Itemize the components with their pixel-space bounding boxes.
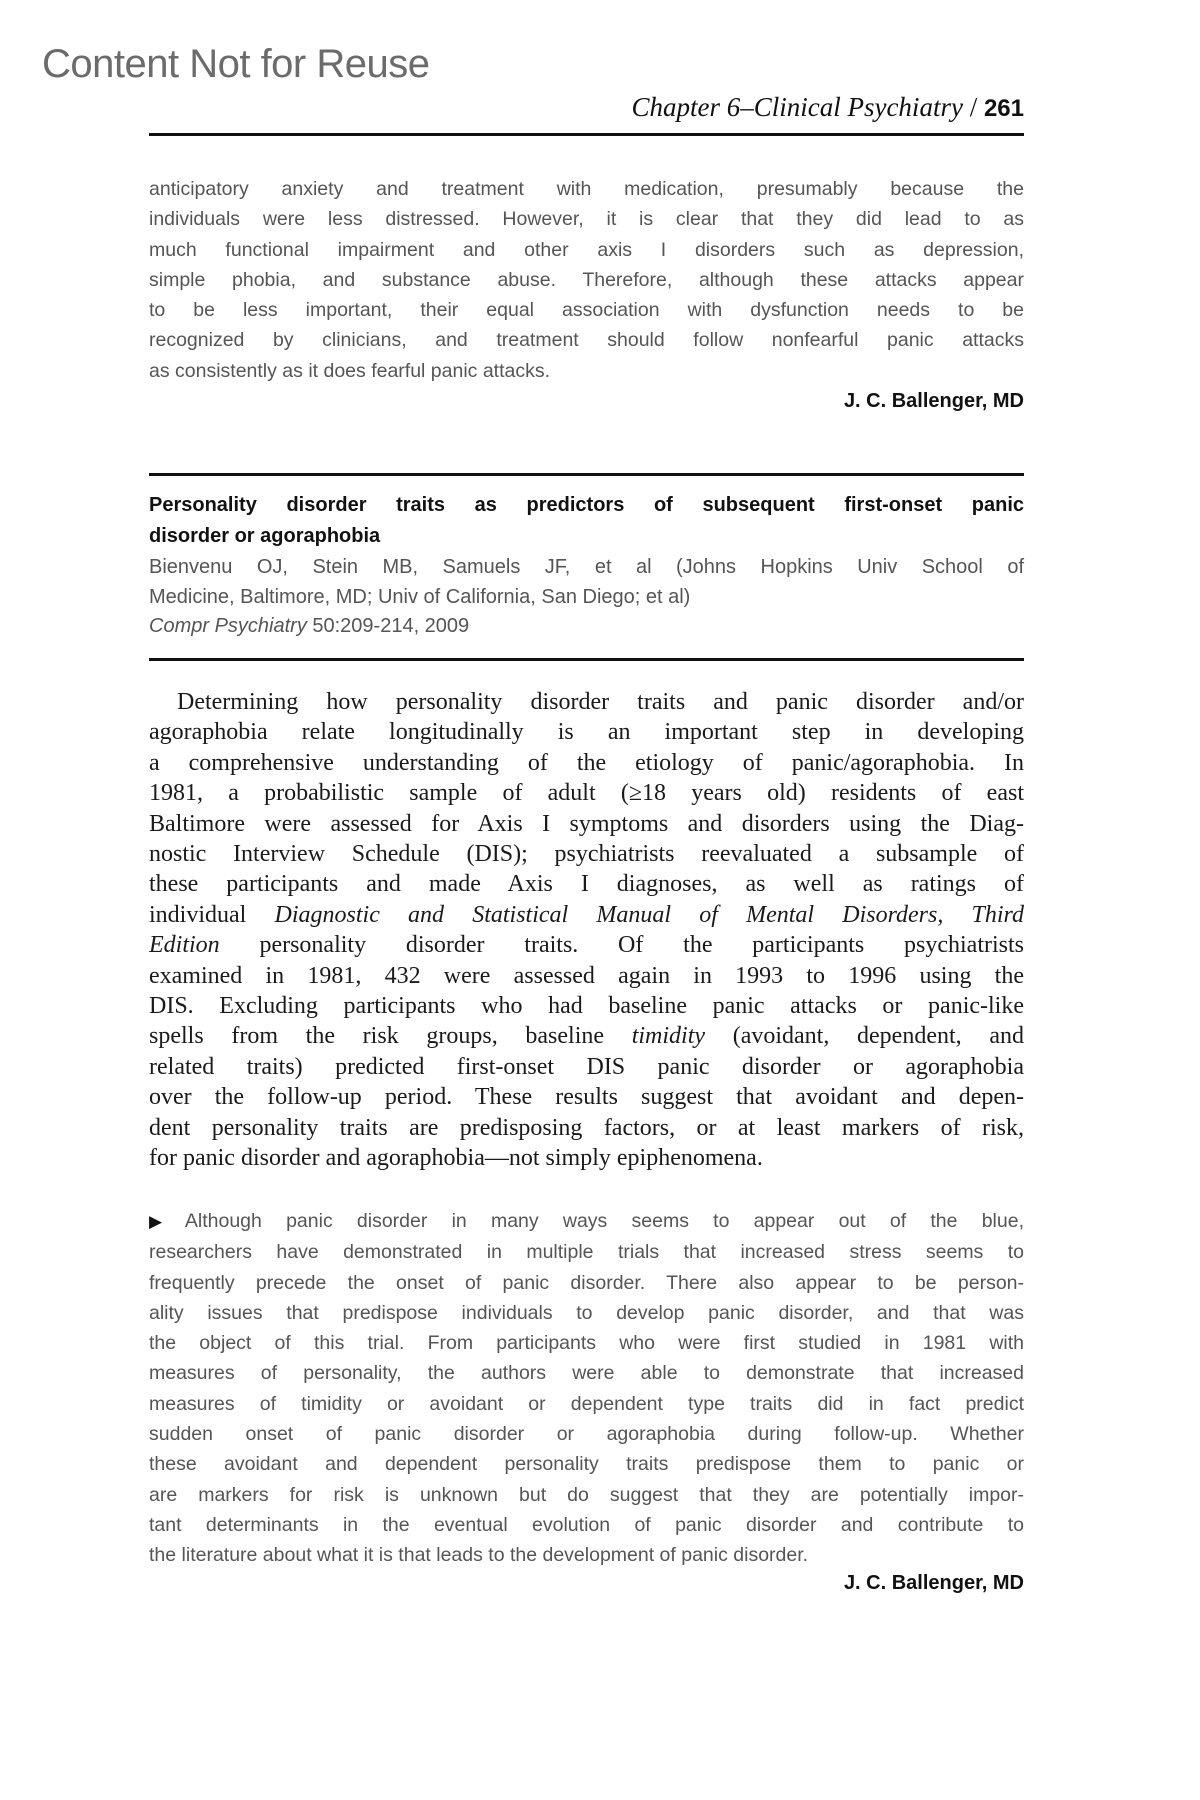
article-abstract bbox=[149, 687, 1024, 1174]
abstract-line bbox=[149, 839, 1024, 869]
text-line: to be less important, their equal association with dysfunction needs to be bbox=[149, 299, 1024, 322]
text: individual bbox=[149, 901, 275, 928]
text: for panic disorder and agoraphobia—not simply epiphenomena. bbox=[149, 1145, 763, 1172]
text: Baltimore were assessed for Axis I symptoms and disorders using the Diag- bbox=[149, 810, 1024, 837]
abstract-line bbox=[149, 1052, 1024, 1082]
running-head bbox=[631, 92, 1024, 123]
separator: / bbox=[962, 92, 984, 122]
abstract-line bbox=[149, 1082, 1024, 1112]
text: Determining how personality disorder traits and panic disorder and/or bbox=[177, 689, 1024, 715]
text-line: recognized by clinicians, and treatment should follow nonfearful panic attacks bbox=[149, 329, 1024, 352]
text: (avoidant, dependent, and bbox=[705, 1023, 1024, 1050]
abstract-line bbox=[149, 748, 1024, 778]
author-line: Medicine, Baltimore, MD; Univ of California, San Diego; et al) bbox=[149, 585, 691, 608]
author-line: Bienvenu OJ, Stein MB, Samuels JF, et al (Johns Hopkins Univ School of bbox=[149, 556, 1024, 578]
abstract-line bbox=[149, 717, 1024, 747]
article-title bbox=[149, 490, 1024, 552]
abstract-line bbox=[149, 1113, 1024, 1143]
chapter-title: Chapter 6–Clinical Psychiatry bbox=[631, 92, 963, 122]
text: personality disorder traits. Of the participants psychiatrists bbox=[219, 932, 1024, 959]
abstract-line bbox=[149, 1021, 1024, 1051]
text: examined in 1981, 432 were assessed again in 1993 to 1996 using the bbox=[149, 962, 1024, 989]
comment-line: ality issues that predispose individuals to develop panic disorder, and that was bbox=[149, 1301, 1024, 1324]
comment-line: these avoidant and dependent personality traits predispose them to panic or bbox=[149, 1453, 1024, 1476]
article-top-rule bbox=[149, 473, 1024, 476]
text: nostic Interview Schedule (DIS); psychiatrists reevaluated a subsample of bbox=[149, 841, 1024, 868]
abstract-line bbox=[149, 1143, 1024, 1173]
page-number: 261 bbox=[983, 95, 1024, 122]
comment-line: measures of timidity or avoidant or dependent type traits did in fact predict bbox=[149, 1392, 1024, 1415]
article-citation bbox=[149, 615, 1024, 638]
title-line: disorder or agoraphobia bbox=[149, 525, 381, 547]
text: a comprehensive understanding of the etiology of panic/agoraphobia. In bbox=[149, 749, 1024, 776]
signature-2: J. C. Ballenger, MD bbox=[843, 1572, 1024, 1594]
italic-text: Edition bbox=[149, 932, 220, 959]
abstract-line bbox=[149, 961, 1024, 991]
comment-line: measures of personality, the authors were able to demonstrate that increased bbox=[149, 1362, 1024, 1385]
abstract-line bbox=[149, 900, 1024, 930]
comment-line: tant determinants in the eventual evolution of panic disorder and contribute to bbox=[149, 1513, 1024, 1536]
text: agoraphobia relate longitudinally is an important step in developing bbox=[149, 719, 1024, 746]
italic-text: timidity bbox=[631, 1023, 706, 1050]
editor-comment bbox=[149, 1206, 1024, 1571]
abstract-line bbox=[149, 778, 1024, 808]
text-line: as consistently as it does fearful panic attacks. bbox=[149, 359, 551, 382]
citation-details: 50:209-214, 2009 bbox=[306, 615, 470, 637]
italic-text: Diagnostic and Statistical Manual of Mental Disorders, Third bbox=[274, 901, 1024, 928]
title-line: Personality disorder traits as predictors of subsequent first-onset panic bbox=[149, 494, 1024, 516]
comment-line: sudden onset of panic disorder or agoraphobia during follow-up. Whether bbox=[149, 1423, 1024, 1446]
signature-1: J. C. Ballenger, MD bbox=[843, 390, 1024, 412]
article-bottom-rule bbox=[149, 658, 1024, 661]
article-authors bbox=[149, 553, 1024, 612]
text-line: individuals were less distressed. However, it is clear that they did lead to as bbox=[149, 208, 1024, 231]
comment-line: the object of this trial. From participants who were first studied in 1981 with bbox=[149, 1332, 1024, 1355]
text: over the follow-up period. These results suggest that avoidant and depen- bbox=[149, 1084, 1024, 1111]
text: DIS. Excluding participants who had baseline panic attacks or panic-like bbox=[149, 993, 1024, 1020]
text-line: simple phobia, and substance abuse. Therefore, although these attacks appear bbox=[149, 268, 1024, 291]
comment-line: are markers for risk is unknown but do suggest that they are potentially impor- bbox=[149, 1483, 1024, 1506]
triangle-marker-icon: ▶ bbox=[149, 1212, 181, 1231]
text: spells from the risk groups, baseline bbox=[149, 1023, 632, 1050]
text: these participants and made Axis I diagnoses, as well as ratings of bbox=[149, 871, 1024, 898]
watermark: Content Not for Reuse bbox=[42, 42, 430, 86]
text-line: much functional impairment and other axis I disorders such as depression, bbox=[149, 238, 1024, 261]
text: dent personality traits are predisposing factors, or at least markers of risk, bbox=[149, 1114, 1024, 1141]
abstract-line bbox=[149, 930, 1024, 960]
abstract-line bbox=[149, 869, 1024, 899]
text-line: anticipatory anxiety and treatment with medication, presumably because the bbox=[149, 178, 1024, 200]
comment-line: researchers have demonstrated in multiple trials that increased stress seems to bbox=[149, 1241, 1024, 1264]
comment-line: the literature about what it is that leads to the development of panic disorder. bbox=[149, 1544, 809, 1567]
comment-line: frequently precede the onset of panic disorder. There also appear to be person- bbox=[149, 1271, 1024, 1294]
abstract-line bbox=[149, 687, 1024, 717]
text: 1981, a probabilistic sample of adult (≥18 years old) residents of east bbox=[149, 780, 1024, 807]
header-rule bbox=[149, 133, 1024, 136]
abstract-line bbox=[149, 991, 1024, 1021]
abstract-line bbox=[149, 809, 1024, 839]
comment-line: ▶ Although panic disorder in many ways seems to appear out of the blue, bbox=[149, 1210, 1024, 1232]
journal-name: Compr Psychiatry bbox=[149, 615, 307, 637]
previous-comment-text bbox=[149, 174, 1024, 386]
text: related traits) predicted first-onset DIS panic disorder or agoraphobia bbox=[149, 1053, 1024, 1080]
